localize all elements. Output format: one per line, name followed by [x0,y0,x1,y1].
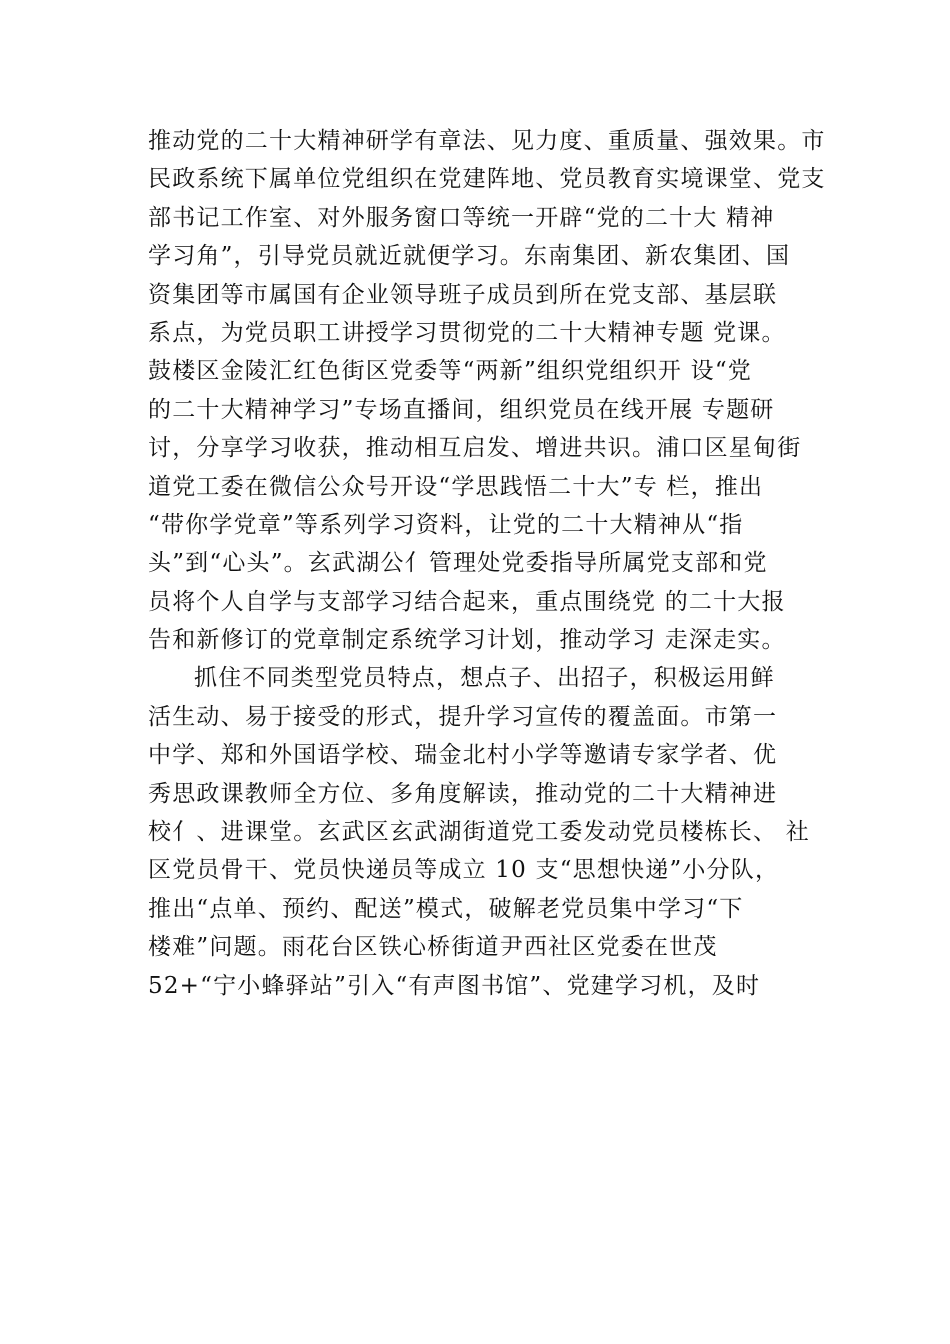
text-line: 活生动、易于接受的形式，提升学习宣传的覆盖面。市第一 [148,703,778,730]
text-line: 推动党的二十大精神研学有章法、见力度、重质量、强效果。市 [148,128,826,154]
text-line: 员将个人自学与支部学习结合起来，重点围绕党 的二十大报 [148,588,786,615]
text-line: 民政系统下属单位党组织在党建阵地、党员教育实境课堂、党支 [148,166,826,193]
text-line: 学习角”，引导党员就近就便学习。东南集团、新农集团、国 [148,243,791,270]
text-line: 52+“宁小蜂驿站”引入“有声图书馆”、党建学习机，及时 [148,972,761,999]
text-line: 区党员骨干、党员快递员等成立 10 支“思想快递”小分队， [148,857,780,884]
text-line: 部书记工作室、对外服务窗口等统一开辟“党的二十大 精神 [148,204,775,231]
paragraph-start-line: 抓住不同类型党员特点，想点子、出招子，积极运用鲜 [194,665,775,692]
text-line: 推出“点单、预约、配送”模式，破解老党员集中学习“下 [148,895,744,922]
body-text [148,122,838,1005]
text-line: 秀思政课教师全方位、多角度解读，推动党的二十大精神进 [148,780,778,807]
text-line: 道党工委在微信公众号开设“学思践悟二十大”专 栏，推出 [148,473,764,500]
text-line: 的二十大精神学习”专场直播间，组织党员在线开展 专题研 [148,396,775,423]
text-line: 楼难”问题。雨花台区铁心桥街道尹西社区党委在世茂 [148,934,718,961]
text-line: 告和新修订的党章制定系统学习计划，推动学习 走深走实。 [148,627,786,654]
text-line: 中学、郑和外国语学校、瑞金北村小学等邀请专家学者、优 [148,742,778,769]
text-line: “带你学党章”等系列学习资料，让党的二十大精神从“指 [148,511,744,538]
text-line: 系点，为党员职工讲授学习贯彻党的二十大精神专题 党课。 [148,319,786,346]
text-line: 讨，分享学习收获，推动相互启发、增进共识。浦口区星甸街 [148,435,802,462]
text-line: 校⺅、进课堂。玄武区玄武湖街道党工委发动党员楼栋长、 社 [148,819,810,846]
text-line: 资集团等市属国有企业领导班子成员到所在党支部、基层联 [148,281,778,308]
text-line: 鼓楼区金陵汇红色街区党委等“两新”组织党组织开 设“党 [148,358,752,385]
text-line: 头”到“心头”。玄武湖公⺅管理处党委指导所属党支部和党 [148,550,768,577]
